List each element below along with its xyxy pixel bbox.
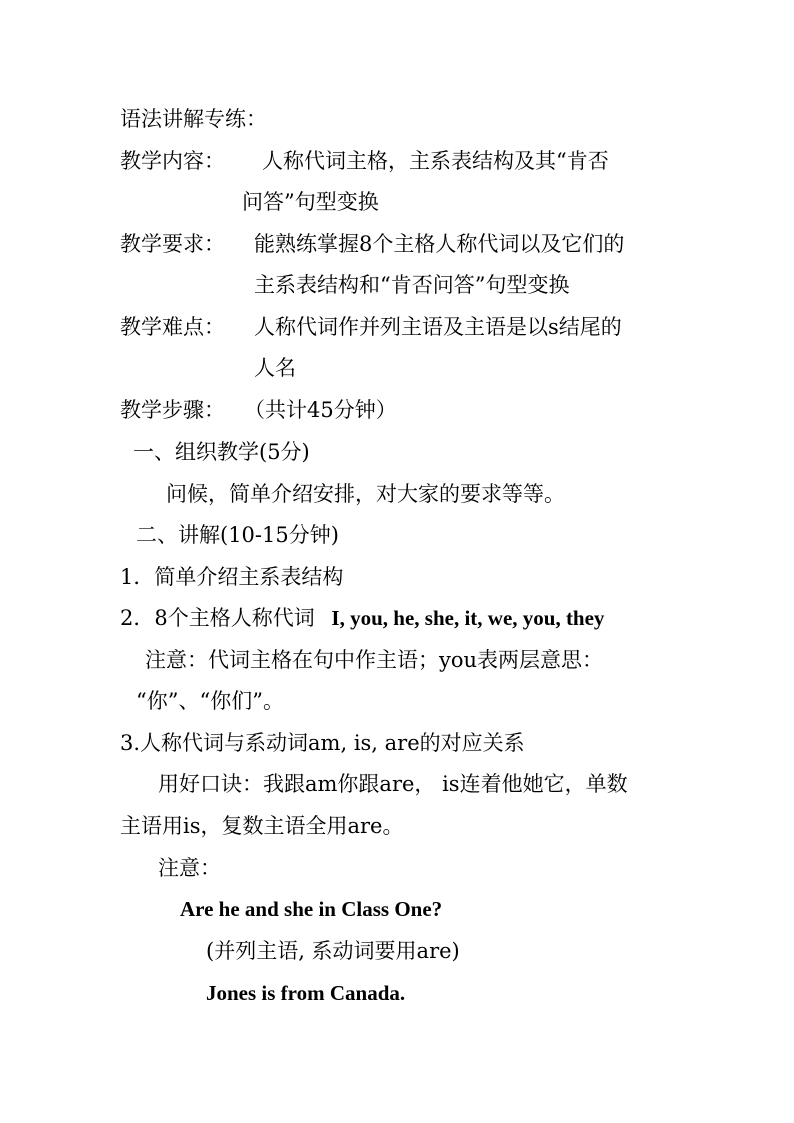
list-item-2 bbox=[120, 605, 604, 631]
teaching-steps-label: 教学步骤： bbox=[120, 398, 225, 422]
teaching-content-line2: 问答”句型变换 bbox=[242, 190, 379, 214]
list-item-1: 1．简单介绍主系表结构 bbox=[120, 565, 344, 589]
list-item-2-prefix: 2．8个主格人称代词 bbox=[120, 606, 315, 630]
list-item-2-pronouns: I, you, he, she, it, we, you, they bbox=[331, 606, 605, 630]
teaching-requirement-label: 教学要求： bbox=[120, 232, 225, 256]
section1-body: 问候，简单介绍安排，对大家的要求等等。 bbox=[166, 482, 565, 506]
teaching-requirement-line2: 主系表结构和“肯否问答”句型变换 bbox=[254, 273, 570, 297]
teaching-difficulty-line1: 人称代词作并列主语及主语是以s结尾的 bbox=[254, 315, 622, 339]
example-sentence-1: Are he and she in Class One? bbox=[180, 897, 443, 921]
teaching-content-line1: 人称代词主格，主系表结构及其“肯否 bbox=[262, 149, 609, 173]
teaching-content-row bbox=[120, 148, 225, 174]
teaching-difficulty-line2: 人名 bbox=[254, 356, 296, 380]
teaching-difficulty-label: 教学难点： bbox=[120, 315, 225, 339]
example-sentence-1-note: (并列主语, 系动词要用are) bbox=[206, 939, 460, 963]
note2-label: 注意： bbox=[158, 856, 221, 880]
document-title: 语法讲解专练： bbox=[120, 107, 267, 131]
example-sentence-2: Jones is from Canada. bbox=[206, 981, 406, 1005]
note1-line2: “你”、“你们”。 bbox=[136, 689, 284, 713]
rhyme-line2: 主语用is，复数主语全用are。 bbox=[120, 814, 404, 838]
teaching-requirement-line1: 能熟练掌握8个主格人称代词以及它们的 bbox=[254, 232, 625, 256]
teaching-steps-value: （共计45分钟） bbox=[244, 398, 397, 422]
rhyme-line1: 用好口诀：我跟am你跟are， is连着他她它，单数 bbox=[158, 772, 628, 796]
section1-heading: 一、组织教学(5分) bbox=[133, 440, 310, 464]
teaching-content-label: 教学内容： bbox=[120, 149, 225, 173]
list-item-3: 3.人称代词与系动词am, is, are的对应关系 bbox=[120, 731, 525, 755]
note1-line1: 注意：代词主格在句中作主语；you表两层意思： bbox=[145, 648, 604, 672]
section2-heading: 二、讲解(10-15分钟) bbox=[136, 523, 339, 547]
